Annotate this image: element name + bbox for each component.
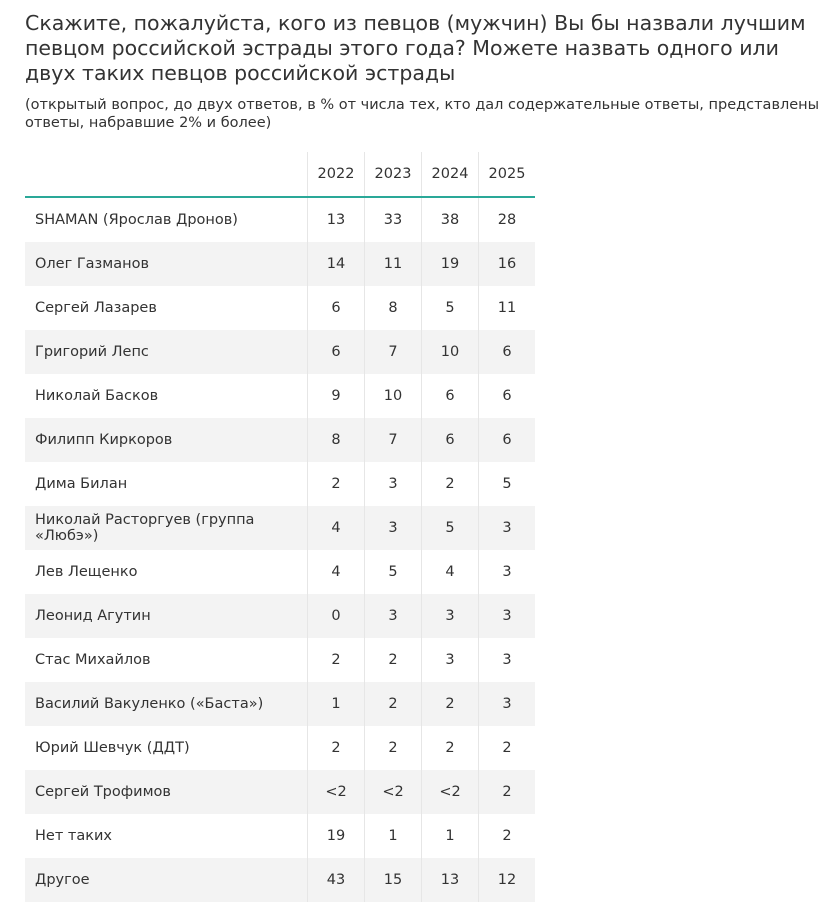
value-cell: 16 <box>479 242 536 286</box>
value-cell: 2 <box>365 638 422 682</box>
table-row <box>25 770 535 814</box>
table-row <box>25 594 535 638</box>
value-cell: 43 <box>308 858 365 902</box>
table-row <box>25 638 535 682</box>
table-row <box>25 858 535 902</box>
singer-name-cell: Филипп Киркоров <box>25 418 308 462</box>
value-cell: 2 <box>479 770 536 814</box>
singer-name-cell: Василий Вакуленко («Баста») <box>25 682 308 726</box>
value-cell: 6 <box>422 418 479 462</box>
value-cell: 2 <box>422 726 479 770</box>
value-cell: 6 <box>308 330 365 374</box>
value-cell: <2 <box>308 770 365 814</box>
value-cell: 11 <box>479 286 536 330</box>
value-cell: 38 <box>422 197 479 242</box>
value-cell: 6 <box>479 330 536 374</box>
value-cell: 3 <box>479 550 536 594</box>
value-cell: 13 <box>308 197 365 242</box>
value-cell: 5 <box>422 286 479 330</box>
column-header: 2024 <box>422 152 479 197</box>
value-cell: 3 <box>479 506 536 550</box>
column-header: 2022 <box>308 152 365 197</box>
singer-name-cell: Леонид Агутин <box>25 594 308 638</box>
value-cell: <2 <box>365 770 422 814</box>
table-row <box>25 286 535 330</box>
value-cell: 3 <box>479 594 536 638</box>
value-cell: 3 <box>422 594 479 638</box>
table-row <box>25 506 535 550</box>
value-cell: 13 <box>422 858 479 902</box>
page-subtitle: (открытый вопрос, до двух ответов, в % от числа тех, кто дал содержательные ответы, представлены ответы, набравшие 2% и более) <box>25 97 820 131</box>
value-cell: 10 <box>365 374 422 418</box>
value-cell: 2 <box>479 726 536 770</box>
table-row <box>25 550 535 594</box>
singer-name-cell: Юрий Шевчук (ДДТ) <box>35 740 190 756</box>
value-cell: 4 <box>422 550 479 594</box>
value-cell: 7 <box>365 418 422 462</box>
header-blank-cell <box>25 152 308 197</box>
singer-name-cell: Стас Михайлов <box>35 652 151 668</box>
value-cell: 8 <box>308 418 365 462</box>
value-cell: 15 <box>365 858 422 902</box>
value-cell: 0 <box>308 594 365 638</box>
value-cell: 6 <box>308 286 365 330</box>
value-cell: 8 <box>365 286 422 330</box>
singer-name-cell: Нет таких <box>35 828 112 844</box>
value-cell: 12 <box>479 858 536 902</box>
value-cell: 2 <box>308 638 365 682</box>
table-row <box>25 197 535 242</box>
value-cell: 5 <box>365 550 422 594</box>
value-cell: 1 <box>365 814 422 858</box>
table-row <box>25 418 535 462</box>
singer-name-cell: Другое <box>25 858 308 902</box>
value-cell: 19 <box>308 814 365 858</box>
column-header: 2023 <box>365 152 422 197</box>
value-cell: 5 <box>422 506 479 550</box>
value-cell: 6 <box>422 374 479 418</box>
table-header-row <box>25 152 535 197</box>
value-cell: 7 <box>365 330 422 374</box>
value-cell: 2 <box>365 682 422 726</box>
value-cell: 3 <box>365 506 422 550</box>
value-cell: 33 <box>365 197 422 242</box>
value-cell: 3 <box>365 462 422 506</box>
results-table <box>25 152 535 902</box>
value-cell: <2 <box>422 770 479 814</box>
value-cell: 3 <box>422 638 479 682</box>
singer-name-cell: Лев Лещенко <box>35 564 138 580</box>
value-cell: 6 <box>479 374 536 418</box>
table-body <box>25 197 535 902</box>
value-cell: 2 <box>308 726 365 770</box>
value-cell: 3 <box>479 682 536 726</box>
singer-name-cell: Григорий Лепс <box>25 330 308 374</box>
singer-name-cell: Дима Билан <box>35 476 128 492</box>
value-cell: 9 <box>308 374 365 418</box>
value-cell: 6 <box>479 418 536 462</box>
table-row <box>25 726 535 770</box>
value-cell: 1 <box>422 814 479 858</box>
table-row <box>25 682 535 726</box>
value-cell: 5 <box>479 462 536 506</box>
table-row <box>25 814 535 858</box>
singer-name-cell: Николай Басков <box>35 388 159 404</box>
value-cell: 2 <box>308 462 365 506</box>
value-cell: 2 <box>479 814 536 858</box>
column-header: 2025 <box>479 152 536 197</box>
value-cell: 14 <box>308 242 365 286</box>
table-row <box>25 374 535 418</box>
value-cell: 10 <box>422 330 479 374</box>
table-row <box>25 330 535 374</box>
page-title: Скажите, пожалуйста, кого из певцов (мужчин) Вы бы назвали лучшим певцом российской эстрады этого года? Можете назвать одного или двух таких певцов российской эстрады <box>25 11 806 85</box>
singer-name-cell: Сергей Лазарев <box>35 300 157 316</box>
value-cell: 11 <box>365 242 422 286</box>
singer-name-cell: Олег Газманов <box>25 242 308 286</box>
value-cell: 19 <box>422 242 479 286</box>
value-cell: 3 <box>365 594 422 638</box>
value-cell: 2 <box>365 726 422 770</box>
value-cell: 4 <box>308 550 365 594</box>
singer-name-cell: Сергей Трофимов <box>25 770 308 814</box>
value-cell: 1 <box>308 682 365 726</box>
singer-name-cell: Николай Расторгуев (группа «Любэ») <box>25 506 308 550</box>
singer-name-cell: SHAMAN (Ярослав Дронов) <box>35 212 238 228</box>
table-row <box>25 242 535 286</box>
value-cell: 2 <box>422 682 479 726</box>
value-cell: 28 <box>479 197 536 242</box>
table-row <box>25 462 535 506</box>
value-cell: 3 <box>479 638 536 682</box>
value-cell: 2 <box>422 462 479 506</box>
value-cell: 4 <box>308 506 365 550</box>
